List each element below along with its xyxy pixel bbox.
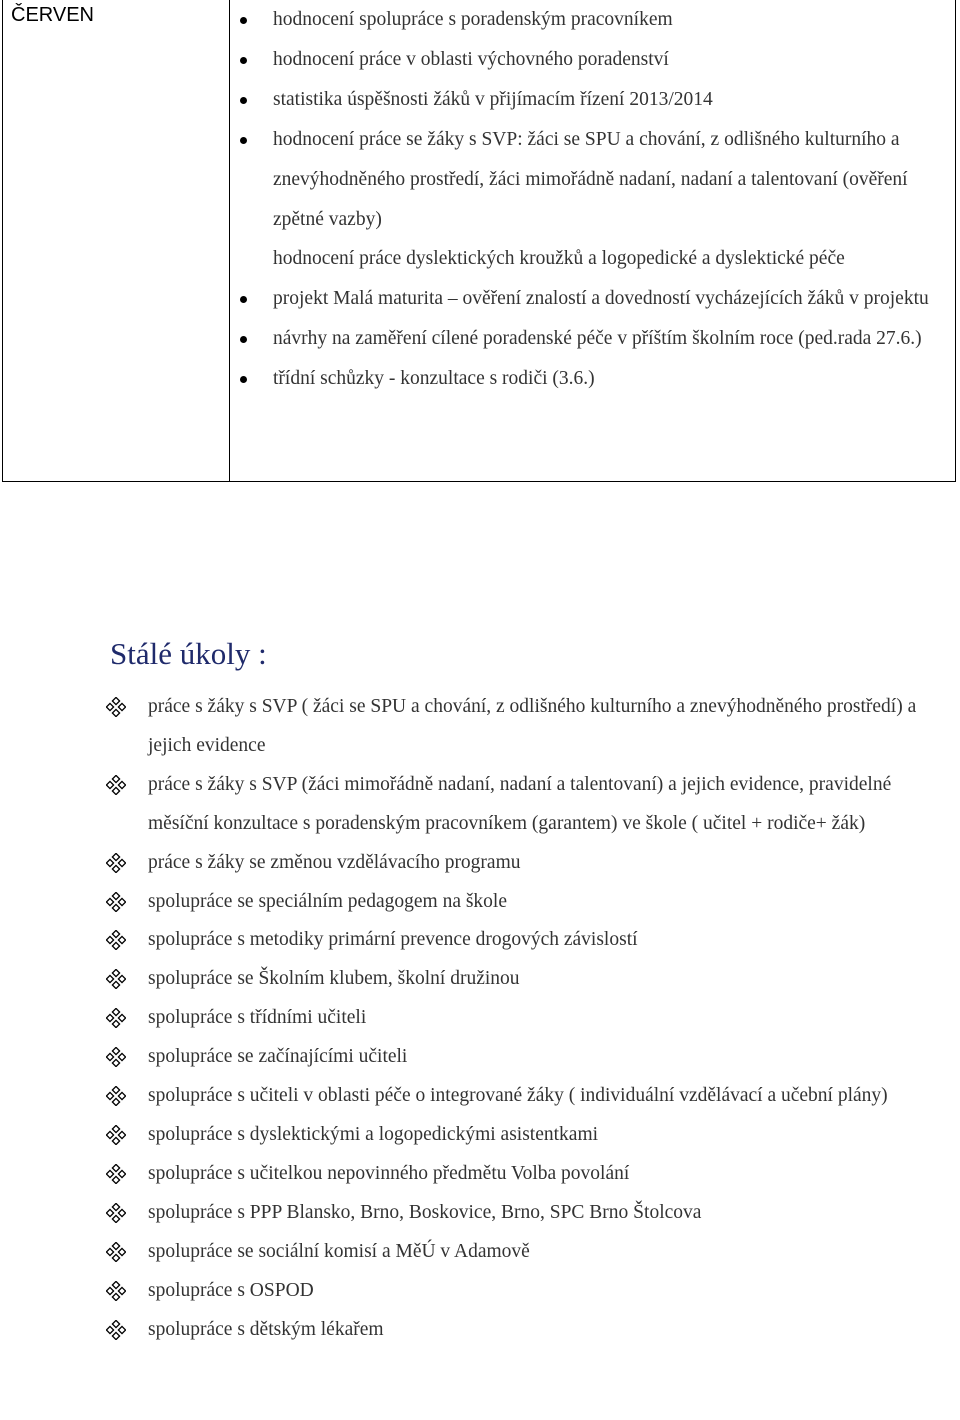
four-diamond-icon xyxy=(106,775,126,795)
permanent-task-text: spolupráce se začínajícími učiteli xyxy=(148,1046,408,1068)
permanent-task-item xyxy=(106,883,926,922)
bullet-dot-icon xyxy=(240,137,247,144)
month-item-text: hodnocení práce se žáky s SVP: žáci se SPU a chování, z odlišného kulturního a znevýhodněného prostředí, žáci mimořádně nadaní, nadaní a talentovaní (ověření zpětné vazby) xyxy=(273,128,908,230)
month-list-item xyxy=(230,239,955,279)
month-item-text: třídní schůzky - konzultace s rodiči (3.6.) xyxy=(273,368,595,390)
permanent-task-item xyxy=(106,766,926,844)
permanent-tasks-list xyxy=(106,688,926,1349)
bullet-dot-icon xyxy=(240,376,247,383)
month-item-text: návrhy na zaměření cílené poradenské péče v příštím školním roce (ped.rada 27.6.) xyxy=(273,328,922,350)
month-item-text: hodnocení práce v oblasti výchovného poradenství xyxy=(273,48,669,70)
four-diamond-icon xyxy=(106,1008,126,1028)
permanent-task-text: práce s žáky s SVP (žáci mimořádně nadaní, nadaní a talentovaní) a jejich evidence, pravidelné měsíční konzultace s poradenským pracovníkem (garantem) ve škole ( učitel + rodiče+ žák) xyxy=(148,773,892,834)
four-diamond-icon xyxy=(106,1203,126,1223)
permanent-task-text: spolupráce s třídními učiteli xyxy=(148,1007,367,1029)
month-list-item xyxy=(230,40,955,80)
month-item-text: statistika úspěšnosti žáků v přijímacím řízení 2013/2014 xyxy=(273,88,713,110)
permanent-task-text: spolupráce se Školním klubem, školní družinou xyxy=(148,968,520,990)
bullet-dot-icon xyxy=(240,97,247,104)
bullet-dot-icon xyxy=(240,17,247,24)
four-diamond-icon xyxy=(106,930,126,950)
permanent-task-text: spolupráce se speciálním pedagogem na škole xyxy=(148,890,508,912)
month-list-item xyxy=(230,120,955,240)
permanent-task-item xyxy=(106,1077,926,1116)
month-table xyxy=(2,0,956,482)
permanent-task-item xyxy=(106,1038,926,1077)
four-diamond-icon xyxy=(106,1164,126,1184)
permanent-task-item xyxy=(106,1155,926,1194)
permanent-task-text: spolupráce s PPP Blansko, Brno, Boskovice, Brno, SPC Brno Štolcova xyxy=(148,1201,702,1223)
permanent-task-text: spolupráce s učitelkou nepovinného předmětu Volba povolání xyxy=(148,1162,630,1184)
four-diamond-icon xyxy=(106,1281,126,1301)
month-list-item xyxy=(230,0,955,40)
bullet-dot-icon xyxy=(240,296,247,303)
permanent-task-item xyxy=(106,844,926,883)
permanent-task-item xyxy=(106,688,926,766)
month-list-item xyxy=(230,279,955,319)
month-label: ČERVEN xyxy=(11,4,94,26)
permanent-task-text: spolupráce s učiteli v oblasti péče o integrované žáky ( individuální vzdělávací a učební plány) xyxy=(148,1085,888,1107)
month-item-text: hodnocení práce dyslektických kroužků a logopedické a dyslektické péče xyxy=(273,248,845,270)
permanent-task-text: spolupráce s dětským lékařem xyxy=(148,1318,384,1340)
permanent-task-item xyxy=(106,1311,926,1350)
permanent-task-text: spolupráce s OSPOD xyxy=(148,1279,314,1301)
permanent-task-item xyxy=(106,921,926,960)
permanent-task-text: spolupráce se sociální komisí a MěÚ v Adamově xyxy=(148,1240,530,1262)
month-list-item xyxy=(230,359,955,399)
permanent-task-item xyxy=(106,1116,926,1155)
four-diamond-icon xyxy=(106,969,126,989)
bullet-dot-icon xyxy=(240,57,247,64)
month-item-text: projekt Malá maturita – ověření znalostí a dovedností vycházejících žáků v projektu xyxy=(273,288,929,310)
permanent-tasks-title: Stálé úkoly : xyxy=(110,636,267,671)
month-list-item xyxy=(230,319,955,359)
four-diamond-icon xyxy=(106,1125,126,1145)
permanent-task-item xyxy=(106,1272,926,1311)
permanent-task-item xyxy=(106,960,926,999)
bullet-dot-icon xyxy=(240,336,247,343)
permanent-task-text: práce s žáky se změnou vzdělávacího programu xyxy=(148,851,521,873)
permanent-task-text: práce s žáky s SVP ( žáci se SPU a chování, z odlišného kulturního a znevýhodněného prostředí) a jejich evidence xyxy=(148,696,917,756)
permanent-task-item xyxy=(106,1194,926,1233)
four-diamond-icon xyxy=(106,1242,126,1262)
permanent-task-text: spolupráce s metodiky primární prevence drogových závislostí xyxy=(148,929,638,951)
four-diamond-icon xyxy=(106,1320,126,1340)
four-diamond-icon xyxy=(106,697,126,717)
four-diamond-icon xyxy=(106,1047,126,1067)
month-items-list xyxy=(230,0,955,399)
four-diamond-icon xyxy=(106,853,126,873)
four-diamond-icon xyxy=(106,1086,126,1106)
permanent-task-text: spolupráce s dyslektickými a logopedickými asistentkami xyxy=(148,1123,599,1145)
month-list-item xyxy=(230,80,955,120)
four-diamond-icon xyxy=(106,892,126,912)
permanent-task-item xyxy=(106,999,926,1038)
permanent-task-item xyxy=(106,1233,926,1272)
month-cell xyxy=(3,0,230,481)
month-item-text: hodnocení spolupráce s poradenským pracovníkem xyxy=(273,9,673,30)
